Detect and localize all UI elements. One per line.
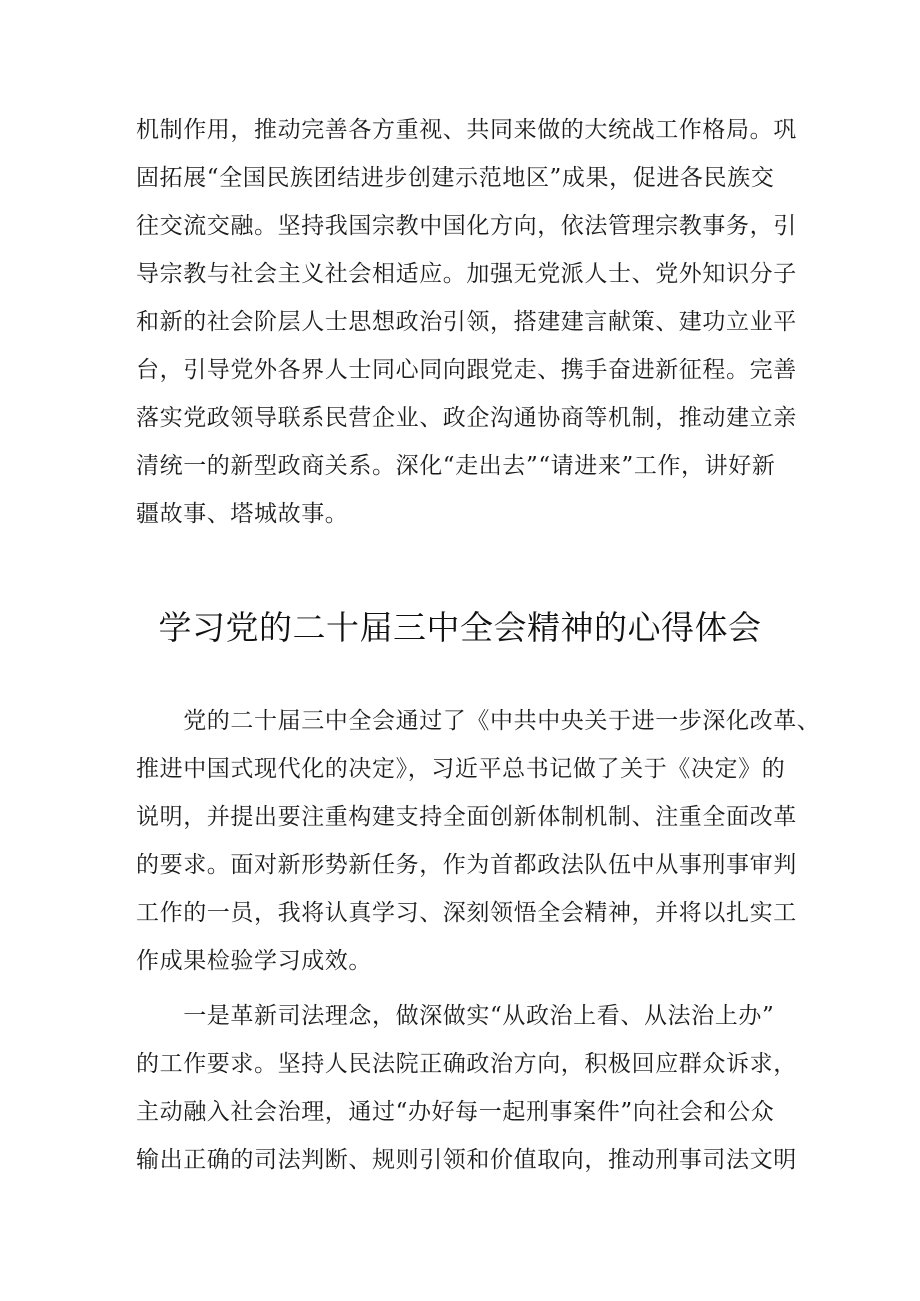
text-line: 作成果检验学习成效。 [136,948,372,974]
article-title: 学习党的二十届三中全会精神的心得体会 [158,608,762,647]
text-line: 主动融入社会治理，通过“办好每一起刑事案件”向社会和公众 [136,1099,775,1125]
text-line: 一是革新司法理念，做深做实“从政治上看、从法治上办” [136,1003,775,1029]
text-line: 工作的一员，我将认真学习、深刻领悟全会精神，并将以扎实工 [136,900,797,926]
text-line: 台，引导党外各界人士同心同向跟党走、携手奋进新征程。完善 [136,357,797,383]
text-line: 的工作要求。坚持人民法院正确政治方向，积极回应群众诉求， [136,1051,797,1077]
text-line: 输出正确的司法判断、规则引领和价值取向，推动刑事司法文明 [136,1147,797,1173]
text-line: 往交流交融。坚持我国宗教中国化方向，依法管理宗教事务，引 [136,213,797,239]
text-line: 落实党政领导联系民营企业、政企沟通协商等机制，推动建立亲 [136,405,797,431]
text-line: 说明，并提出要注重构建支持全面创新体制机制、注重全面改革 [136,804,797,830]
text-line: 的要求。面对新形势新任务，作为首都政法队伍中从事刑事审判 [136,852,797,878]
text-line: 和新的社会阶层人士思想政治引领，搭建建言献策、建功立业平 [136,309,797,335]
text-line: 机制作用，推动完善各方重视、共同来做的大统战工作格局。巩 [136,117,797,143]
text-line: 固拓展“全国民族团结进步创建示范地区”成果，促进各民族交 [136,165,775,191]
text-line: 疆故事、塔城故事。 [136,501,349,527]
text-line: 推进中国式现代化的决定》，习近平总书记做了关于《决定》的 [136,756,786,782]
text-line: 清统一的新型政商关系。深化“走出去”“请进来”工作，讲好新 [136,453,776,479]
text-line: 导宗教与社会主义社会相适应。加强无党派人士、党外知识分子 [136,261,797,287]
text-line: 党的二十届三中全会通过了《中共中央关于进一步深化改革、 [136,708,821,734]
